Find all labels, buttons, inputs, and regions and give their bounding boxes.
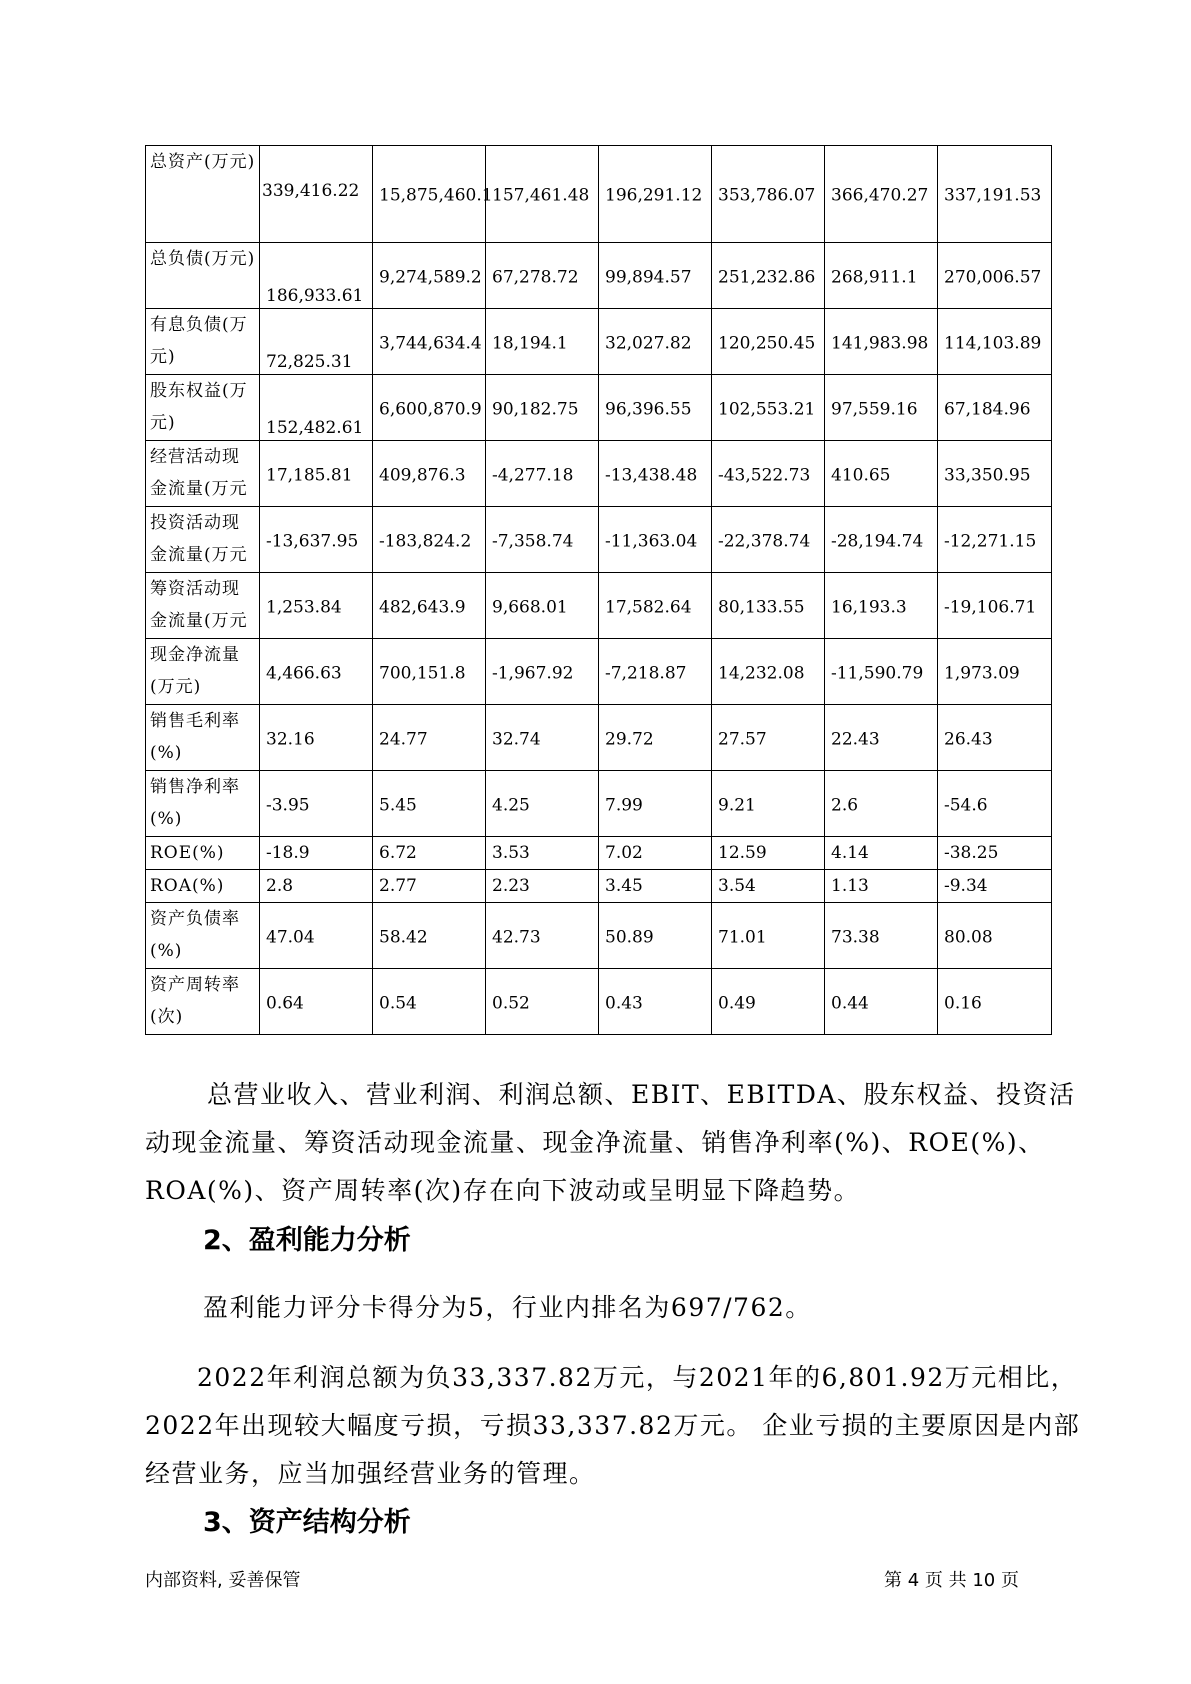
cell-value: -28,194.74	[831, 531, 924, 552]
cell-value: -18.9	[266, 843, 310, 863]
table-cell	[373, 837, 486, 870]
table-cell	[260, 309, 373, 375]
row-label: 总资产(万元)	[146, 146, 260, 243]
table-cell	[599, 837, 712, 870]
table-cell	[712, 705, 825, 771]
table-cell	[486, 969, 599, 1035]
row-label: 总负债(万元)	[146, 243, 260, 309]
table-cell	[599, 309, 712, 375]
table-cell	[486, 441, 599, 507]
row-label: ROA(%)	[146, 870, 260, 903]
cell-value: 0.43	[605, 993, 643, 1014]
cell-value: 15,875,460.1	[379, 185, 493, 206]
row-label: 现金净流量(万元)	[146, 639, 260, 705]
table-cell	[938, 146, 1052, 243]
table-cell	[712, 309, 825, 375]
section-3-heading: 3、资产结构分析	[203, 1507, 411, 1538]
table-cell	[712, 639, 825, 705]
cell-value: 9.21	[718, 795, 756, 816]
table-cell	[825, 639, 938, 705]
table-cell	[938, 375, 1052, 441]
cell-value: 0.54	[379, 993, 417, 1014]
cell-value: 22.43	[831, 729, 880, 750]
table-cell	[599, 771, 712, 837]
row-label: 有息负债(万元)	[146, 309, 260, 375]
table-cell	[825, 243, 938, 309]
cell-value: 157,461.48	[492, 185, 590, 206]
cell-value: 50.89	[605, 927, 654, 948]
cell-value: 3.54	[718, 876, 756, 896]
table-cell	[712, 573, 825, 639]
cell-value: 9,274,589.2	[379, 267, 482, 288]
row-label: 销售毛利率(%)	[146, 705, 260, 771]
cell-value: -11,363.04	[605, 531, 698, 552]
table-cell	[486, 639, 599, 705]
cell-value: 1,253.84	[266, 597, 342, 618]
cell-value: 97,559.16	[831, 399, 918, 420]
cell-value: -22,378.74	[718, 531, 811, 552]
row-label: 资产周转率(次)	[146, 969, 260, 1035]
table-cell	[938, 870, 1052, 903]
table-cell	[373, 309, 486, 375]
cell-value: 24.77	[379, 729, 428, 750]
table-cell	[486, 146, 599, 243]
cell-value: 4,466.63	[266, 663, 342, 684]
table-cell	[599, 705, 712, 771]
table-cell	[938, 573, 1052, 639]
table-cell	[486, 243, 599, 309]
table-cell	[260, 375, 373, 441]
table-cell	[373, 243, 486, 309]
table-cell	[938, 243, 1052, 309]
table-cell	[599, 441, 712, 507]
row-label: 投资活动现金流量(万元	[146, 507, 260, 573]
cell-value: 80.08	[944, 927, 993, 948]
cell-value: -54.6	[944, 795, 988, 816]
cell-value: 114,103.89	[944, 333, 1042, 354]
table-cell	[373, 375, 486, 441]
table-cell	[260, 146, 373, 243]
table-cell	[486, 870, 599, 903]
table-row	[146, 639, 1052, 705]
table-row	[146, 375, 1052, 441]
table-cell	[260, 837, 373, 870]
table-cell	[599, 903, 712, 969]
table-cell	[599, 573, 712, 639]
cell-value: 58.42	[379, 927, 428, 948]
table-cell	[486, 705, 599, 771]
table-cell	[260, 771, 373, 837]
cell-value: -13,438.48	[605, 465, 698, 486]
cell-value: 6.72	[379, 843, 417, 863]
section-2-heading: 2、盈利能力分析	[203, 1225, 411, 1256]
cell-value: 268,911.1	[831, 267, 918, 288]
cell-value: -13,637.95	[266, 531, 359, 552]
table-row	[146, 969, 1052, 1035]
table-row	[146, 705, 1052, 771]
cell-value: 99,894.57	[605, 267, 692, 288]
cell-value: 0.49	[718, 993, 756, 1014]
table-cell	[825, 903, 938, 969]
table-cell	[599, 243, 712, 309]
table-row	[146, 903, 1052, 969]
cell-value: -3.95	[266, 795, 310, 816]
table-cell	[825, 771, 938, 837]
table-cell	[260, 507, 373, 573]
table-cell	[825, 375, 938, 441]
cell-value: 4.14	[831, 843, 869, 863]
cell-value: 47.04	[266, 927, 315, 948]
cell-value: -1,967.92	[492, 663, 574, 684]
cell-value: 72,825.31	[266, 352, 353, 372]
table-row	[146, 507, 1052, 573]
table-cell	[825, 507, 938, 573]
table-cell	[260, 441, 373, 507]
table-cell	[825, 870, 938, 903]
cell-value: 409,876.3	[379, 465, 466, 486]
table-cell	[712, 771, 825, 837]
table-cell	[373, 771, 486, 837]
cell-value: 3.53	[492, 843, 530, 863]
table-cell	[373, 870, 486, 903]
table-cell	[373, 507, 486, 573]
table-cell	[938, 969, 1052, 1035]
table-cell	[373, 573, 486, 639]
table-cell	[260, 903, 373, 969]
cell-value: 67,184.96	[944, 399, 1031, 420]
cell-value: 32.16	[266, 729, 315, 750]
table-cell	[712, 441, 825, 507]
cell-value: 482,643.9	[379, 597, 466, 618]
financial-table	[145, 145, 1052, 1035]
cell-value: 0.44	[831, 993, 869, 1014]
row-label: ROE(%)	[146, 837, 260, 870]
row-label: 销售净利率(%)	[146, 771, 260, 837]
table-cell	[712, 903, 825, 969]
cell-value: 1,973.09	[944, 663, 1020, 684]
cell-value: 12.59	[718, 843, 767, 863]
cell-value: 270,006.57	[944, 267, 1042, 288]
table-cell	[825, 837, 938, 870]
table-cell	[938, 507, 1052, 573]
cell-value: 18,194.1	[492, 333, 568, 354]
table-row	[146, 243, 1052, 309]
table-cell	[373, 705, 486, 771]
cell-value: 410.65	[831, 465, 891, 486]
cell-value: 152,482.61	[266, 418, 364, 438]
table-cell	[260, 573, 373, 639]
cell-value: 5.45	[379, 795, 417, 816]
footer-note: 内部资料, 妥善保管	[145, 1570, 301, 1591]
table-cell	[938, 771, 1052, 837]
table-cell	[599, 375, 712, 441]
cell-value: 700,151.8	[379, 663, 466, 684]
cell-value: 2.6	[831, 795, 859, 816]
table-cell	[938, 705, 1052, 771]
table-cell	[599, 969, 712, 1035]
cell-value: 26.43	[944, 729, 993, 750]
table-row	[146, 146, 1052, 243]
table-row	[146, 309, 1052, 375]
cell-value: 27.57	[718, 729, 767, 750]
table-cell	[260, 870, 373, 903]
table-cell	[825, 309, 938, 375]
cell-value: 1.13	[831, 876, 869, 896]
cell-value: 67,278.72	[492, 267, 579, 288]
table-cell	[712, 507, 825, 573]
table-cell	[486, 903, 599, 969]
cell-value: -7,218.87	[605, 663, 687, 684]
cell-value: 251,232.86	[718, 267, 816, 288]
cell-value: 2.77	[379, 876, 417, 896]
cell-value: 32.74	[492, 729, 541, 750]
cell-value: 33,350.95	[944, 465, 1031, 486]
table-cell	[825, 573, 938, 639]
table-cell	[260, 705, 373, 771]
table-cell	[938, 441, 1052, 507]
table-cell	[825, 705, 938, 771]
row-label: 资产负债率(%)	[146, 903, 260, 969]
table-row	[146, 837, 1052, 870]
page-number: 第 4 页 共 10 页	[884, 1570, 1019, 1591]
cell-value: 4.25	[492, 795, 530, 816]
cell-value: -19,106.71	[944, 597, 1037, 618]
cell-value: 16,193.3	[831, 597, 907, 618]
table-row	[146, 771, 1052, 837]
cell-value: 14,232.08	[718, 663, 805, 684]
cell-value: 0.16	[944, 993, 982, 1014]
table-cell	[486, 309, 599, 375]
cell-value: 96,396.55	[605, 399, 692, 420]
cell-value: 7.02	[605, 843, 643, 863]
cell-value: 17,582.64	[605, 597, 692, 618]
table-cell	[599, 639, 712, 705]
cell-value: -4,277.18	[492, 465, 574, 486]
score-paragraph: 盈利能力评分卡得分为5，行业内排名为697/762。	[203, 1293, 812, 1322]
cell-value: 141,983.98	[831, 333, 929, 354]
summary-paragraph: 总营业收入、营业利润、利润总额、EBIT、EBITDA、股东权益、投资活动现金流量、筹资活动现金流量、现金净流量、销售净利率(%)、ROE(%)、ROA(%)、资产周转率(次)存在向下波动或呈明显下降趋势。	[145, 1080, 1076, 1205]
table-cell	[373, 441, 486, 507]
cell-value: 186,933.61	[266, 286, 364, 306]
table-cell	[599, 146, 712, 243]
cell-value: -7,358.74	[492, 531, 574, 552]
table-cell	[938, 309, 1052, 375]
cell-value: 3.45	[605, 876, 643, 896]
table-cell	[938, 837, 1052, 870]
table-cell	[486, 837, 599, 870]
table-cell	[373, 903, 486, 969]
cell-value: 120,250.45	[718, 333, 816, 354]
cell-value: -43,522.73	[718, 465, 811, 486]
cell-value: 32,027.82	[605, 333, 692, 354]
cell-value: 9,668.01	[492, 597, 568, 618]
cell-value: 7.99	[605, 795, 643, 816]
cell-value: 42.73	[492, 927, 541, 948]
cell-value: -11,590.79	[831, 663, 924, 684]
table-cell	[712, 375, 825, 441]
cell-value: 196,291.12	[605, 185, 703, 206]
table-cell	[599, 507, 712, 573]
row-label: 股东权益(万元)	[146, 375, 260, 441]
cell-value: 17,185.81	[266, 465, 353, 486]
table-row	[146, 573, 1052, 639]
table-cell	[373, 146, 493, 243]
cell-value: 102,553.21	[718, 399, 816, 420]
profit-paragraph: 2022年利润总额为负33,337.82万元，与2021年的6,801.92万元相比，2022年出现较大幅度亏损，亏损33,337.82万元。 企业亏损的主要原因是内部经营业务，应当加强经营业务的管理。	[145, 1363, 1081, 1488]
cell-value: -183,824.2	[379, 531, 472, 552]
table-cell	[825, 441, 938, 507]
table-cell	[712, 870, 825, 903]
table-cell	[486, 573, 599, 639]
cell-value: 366,470.27	[831, 185, 929, 206]
table-cell	[712, 146, 825, 243]
cell-value: 353,786.07	[718, 185, 816, 206]
table-cell	[486, 375, 599, 441]
row-label: 筹资活动现金流量(万元	[146, 573, 260, 639]
cell-value: 0.64	[266, 993, 304, 1014]
table-cell	[938, 903, 1052, 969]
table-cell	[486, 771, 599, 837]
table-cell	[825, 969, 938, 1035]
cell-value: 73.38	[831, 927, 880, 948]
table-cell	[825, 146, 938, 243]
table-cell	[712, 243, 825, 309]
table-row	[146, 441, 1052, 507]
cell-value: 80,133.55	[718, 597, 805, 618]
table-cell	[712, 969, 825, 1035]
cell-value: 2.23	[492, 876, 530, 896]
cell-value: 6,600,870.9	[379, 399, 482, 420]
table-cell	[373, 969, 486, 1035]
cell-value: 337,191.53	[944, 185, 1042, 206]
table-cell	[599, 870, 712, 903]
cell-value: 90,182.75	[492, 399, 579, 420]
table-cell	[938, 639, 1052, 705]
cell-value: 0.52	[492, 993, 530, 1014]
cell-value: 29.72	[605, 729, 654, 750]
table-cell	[486, 507, 599, 573]
cell-value: 71.01	[718, 927, 767, 948]
cell-value: -9.34	[944, 876, 988, 896]
table-cell	[712, 837, 825, 870]
table-cell	[373, 639, 486, 705]
table-cell	[260, 639, 373, 705]
table-cell	[260, 969, 373, 1035]
table-row	[146, 870, 1052, 903]
cell-value: 2.8	[266, 876, 294, 896]
table-cell	[260, 243, 373, 309]
cell-value: 339,416.22	[262, 181, 360, 201]
cell-value: -38.25	[944, 843, 999, 863]
cell-value: -12,271.15	[944, 531, 1037, 552]
cell-value: 3,744,634.4	[379, 333, 482, 354]
row-label: 经营活动现金流量(万元	[146, 441, 260, 507]
